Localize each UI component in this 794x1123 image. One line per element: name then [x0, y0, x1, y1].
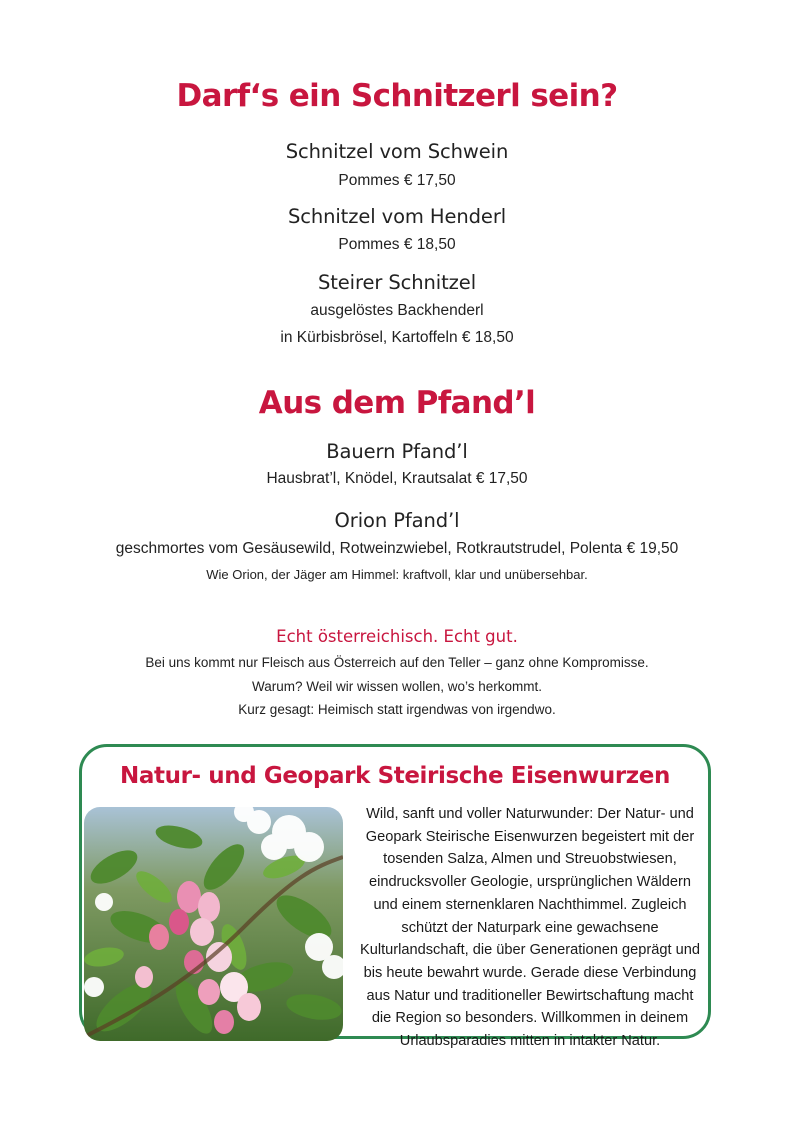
section-title-schnitzel: Darf‘s ein Schnitzerl sein?	[176, 78, 618, 114]
dish-desc: geschmortes vom Gesäusewild, Rotweinzwiebel, Rotkrautstrudel, Polenta € 19,50	[115, 540, 679, 557]
park-description	[345, 803, 715, 1053]
park-text-line: eindrucksvoller Geologie, ursprünglichen Wäldern	[368, 874, 692, 891]
park-text-line: Wild, sanft und voller Naturwunder: Der Natur- und	[366, 806, 694, 822]
origin-line: Kurz gesagt: Heimisch statt irgendwas von irgendwo.	[238, 702, 556, 717]
origin-heading: Echt österreichisch. Echt gut.	[276, 627, 518, 646]
park-text-line: Geopark Steirische Eisenwurzen begeistert mit der	[365, 828, 695, 845]
dish-desc: Hausbrat’l, Knödel, Krautsalat € 17,50	[266, 470, 528, 487]
dish-name: Orion Pfand’l	[334, 509, 460, 532]
origin-line: Warum? Weil wir wissen wollen, wo’s herkommt.	[251, 679, 543, 694]
park-text-line: bis heute bewahrt wurde. Gerade diese Verbindung	[363, 964, 697, 981]
dish-name: Steirer Schnitzel	[317, 271, 477, 294]
dish-desc: Pommes € 18,50	[338, 236, 456, 253]
park-text-line: schützt der Naturpark eine gewachsene	[401, 919, 659, 936]
park-text-line: tosenden Salza, Almen und Streuobstwiesen,	[383, 851, 677, 868]
park-text-line: Urlaubsparadies mitten in intakter Natur.	[399, 1033, 661, 1050]
dish-note: Wie Orion, der Jäger am Himmel: kraftvoll, klar und unübersehbar.	[206, 567, 588, 582]
origin-line: Bei uns kommt nur Fleisch aus Österreich auf den Teller – ganz ohne Kompromisse.	[145, 655, 649, 670]
apple-blossom-photo	[84, 807, 343, 1041]
park-text-line: die Region so besonders. Willkommen in deinem	[371, 1010, 689, 1027]
dish-desc: Pommes € 17,50	[338, 172, 456, 189]
dish-desc: ausgelöstes Backhenderl	[310, 302, 484, 319]
park-text-line: und einem sternenklaren Nachthimmel. Zugleich	[373, 896, 687, 913]
park-info-box	[79, 744, 711, 1050]
dish-name: Bauern Pfand’l	[326, 440, 468, 463]
park-title: Natur- und Geopark Steirische Eisenwurzen	[120, 763, 670, 789]
dish-name: Schnitzel vom Schwein	[285, 140, 509, 163]
section-title-pfandl: Aus dem Pfand’l	[258, 385, 536, 421]
dish-desc: in Kürbisbrösel, Kartoffeln € 18,50	[280, 329, 514, 346]
park-text-line: Kulturlandschaft, die über Generationen geprägt und	[360, 942, 700, 959]
dish-name: Schnitzel vom Henderl	[287, 205, 507, 228]
park-text-line: aus Natur und traditioneller Bewirtschaftung macht	[366, 987, 694, 1004]
